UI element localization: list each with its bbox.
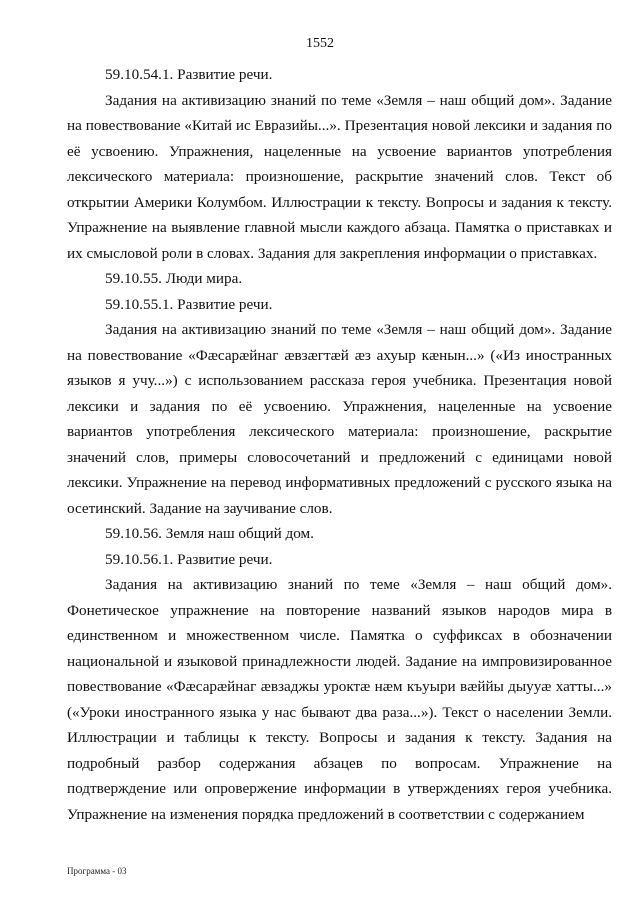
paragraph: Задания на активизацию знаний по теме «Земля – наш общий дом». Фонетическое упражнение на повторение названий языков народов мира в единственном и множественном числе. Памятка о суффиксах в обозначении национальной и языковой принадлежности людей. Задание на импровизированное повествование «Фæсарæйнаг æвзаджы уроктæ нæм къуыри вæййы дыууæ хатты...» («Уроки иностранного языка у нас бывают два раза...»). Текст о населении Земли. Иллюстрации и таблицы к тексту. Вопросы и задания к тексту. Задания на подробный разбор содержания абзацев по вопросам. Упражнение на подтверждение или опровержение информации в утверждениях героя учебника. Упражнение на изменения порядка предложений в соответствии с содержанием <box>67 576 612 823</box>
page-number: 1552 <box>306 36 334 51</box>
paragraph: Задания на активизацию знаний по теме «Земля – наш общий дом». Задание на повествование «Китай ис Евразийы...». Презентация новой лексики и задания по её усвоению. Упражнения, нацеленные на усвоение вариантов употребления лексического материала: произношение, раскрытие значений слов. Текст об открытии Америки Колумбом. Иллюстрации к тексту. Вопросы и задания к тексту. Упражнение на выявление главной мысли каждого абзаца. Памятка о приставках и их смысловой роли в словах. Задания для закрепления информации о приставках. <box>67 91 612 262</box>
paragraph: Задания на активизацию знаний по теме «Земля – наш общий дом». Задание на повествование «Фæсарæйнаг æвзæгтæй æз ахуыр кæнын...» («Из иностранных языков я учу...») с использованием рассказа героя учебника. Презентация новой лексики и задания по её усвоению. Упражнения, нацеленные на усвоение вариантов употребления лексического материала: произношение, раскрытие значений слов, примеры словосочетаний и предложений с единицами новой лексики. Упражнение на перевод информативных предложений с русского языка на осетинский. Задание на заучивание слов. <box>67 321 612 517</box>
footer-label: Программа - 03 <box>67 866 127 876</box>
section-heading: 59.10.54.1. Развитие речи. <box>105 66 273 83</box>
document-body <box>67 62 612 827</box>
section-heading: 59.10.55. Люди мира. <box>105 270 243 287</box>
section-heading: 59.10.56. Земля наш общий дом. <box>105 525 314 542</box>
section-heading: 59.10.56.1. Развитие речи. <box>105 550 273 568</box>
section-heading: 59.10.55.1. Развитие речи. <box>105 295 273 313</box>
